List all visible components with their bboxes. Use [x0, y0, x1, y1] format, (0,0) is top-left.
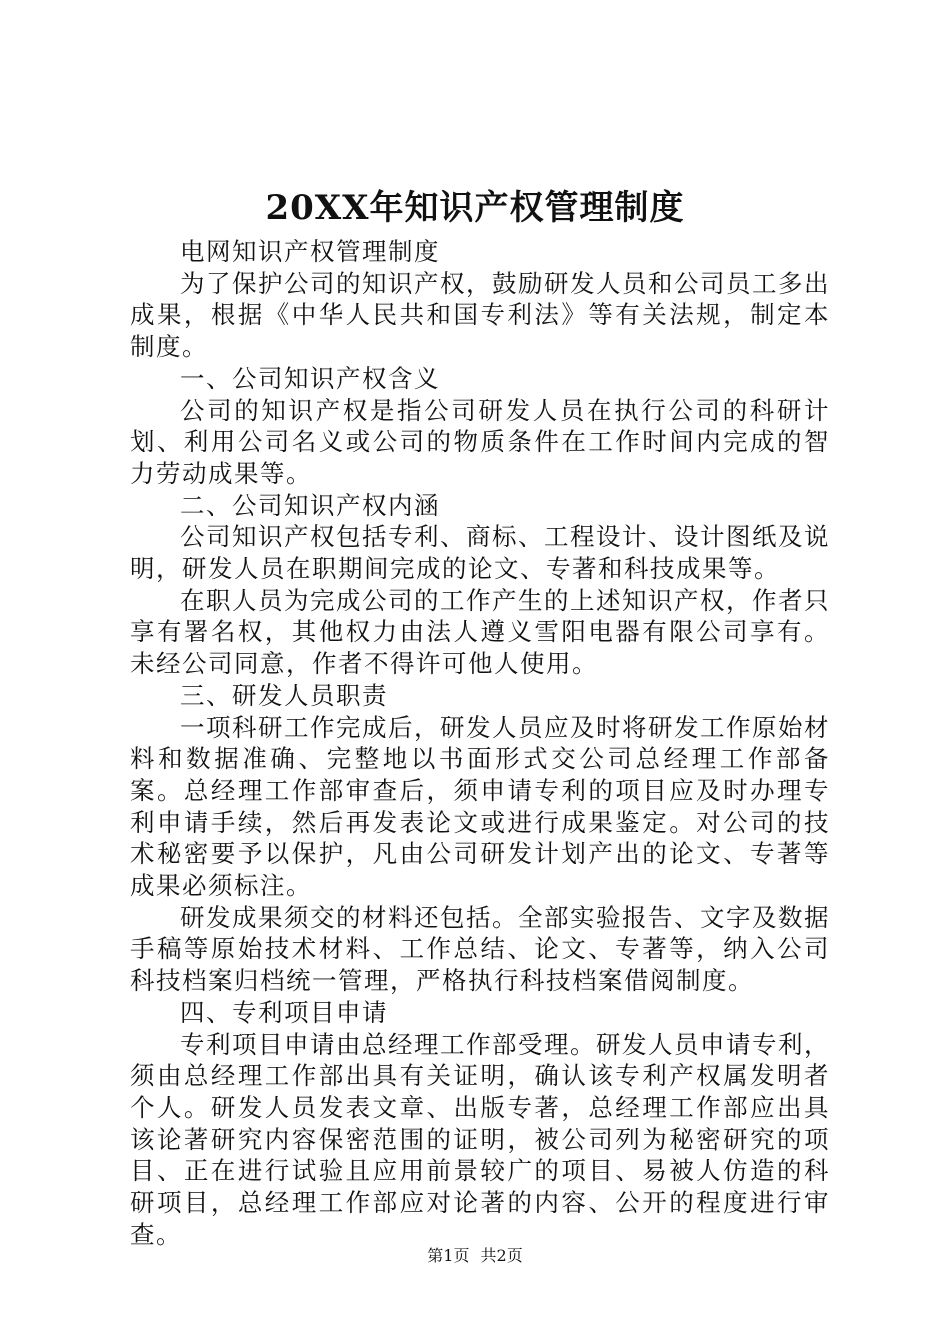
section-heading-3: 三、研发人员职责 — [180, 680, 388, 710]
page-footer — [0, 1244, 950, 1268]
paragraph-subtitle: 电网知识产权管理制度 — [180, 237, 440, 266]
paragraph-3b: 研发成果须交的材料还包括。全部实验报告、文字及数据手稿等原始技术材料、工作总结、论文、专著等，纳入公司科技档案归档统一管理，严格执行科技档案借阅制度。 — [130, 902, 830, 996]
page-number: 第1页 — [427, 1246, 470, 1265]
paragraph-2b: 在职人员为完成公司的工作产生的上述知识产权，作者只享有署名权，其他权力由法人遵义雪阳电器有限公司享有。未经公司同意，作者不得许可他人使用。 — [130, 585, 830, 679]
paragraph-4: 专利项目申请由总经理工作部受理。研发人员申请专利，须由总经理工作部出具有关证明，确认该专利产权属发明者个人。研发人员发表文章、出版专著，总经理工作部应出具该论著研究内容保密范围的证明，被公司列为秘密研究的项目、正在进行试验且应用前景较广的项目、易被人仿造的科研项目，总经理工作部应对论著的内容、公开的程度进行审查。 — [130, 1029, 830, 1249]
section-heading-1: 一、公司知识产权含义 — [180, 363, 440, 393]
document-body — [130, 236, 830, 1251]
page-total: 共2页 — [480, 1246, 523, 1265]
paragraph-1: 公司的知识产权是指公司研发人员在执行公司的科研计划、利用公司名义或公司的物质条件在工作时间内完成的智力劳动成果等。 — [130, 395, 830, 488]
section-heading-4: 四、专利项目申请 — [180, 997, 388, 1027]
paragraph-intro: 为了保护公司的知识产权，鼓励研发人员和公司员工多出成果，根据《中华人民共和国专利法》等有关法规，制定本制度。 — [130, 268, 830, 362]
paragraph-3a: 一项科研工作完成后，研发人员应及时将研发工作原始材料和数据准确、完整地以书面形式交公司总经理工作部备案。总经理工作部审查后，须申请专利的项目应及时办理专利申请手续，然后再发表论文或进行成果鉴定。对公司的技术秘密要予以保护，凡由公司研发计划产出的论文、专著等成果必须标注。 — [130, 712, 830, 901]
document-title: 20XX年知识产权管理制度 — [265, 188, 685, 228]
paragraph-2a: 公司知识产权包括专利、商标、工程设计、设计图纸及说明，研发人员在职期间完成的论文、专著和科技成果等。 — [130, 522, 830, 584]
section-heading-2: 二、公司知识产权内涵 — [180, 490, 440, 520]
